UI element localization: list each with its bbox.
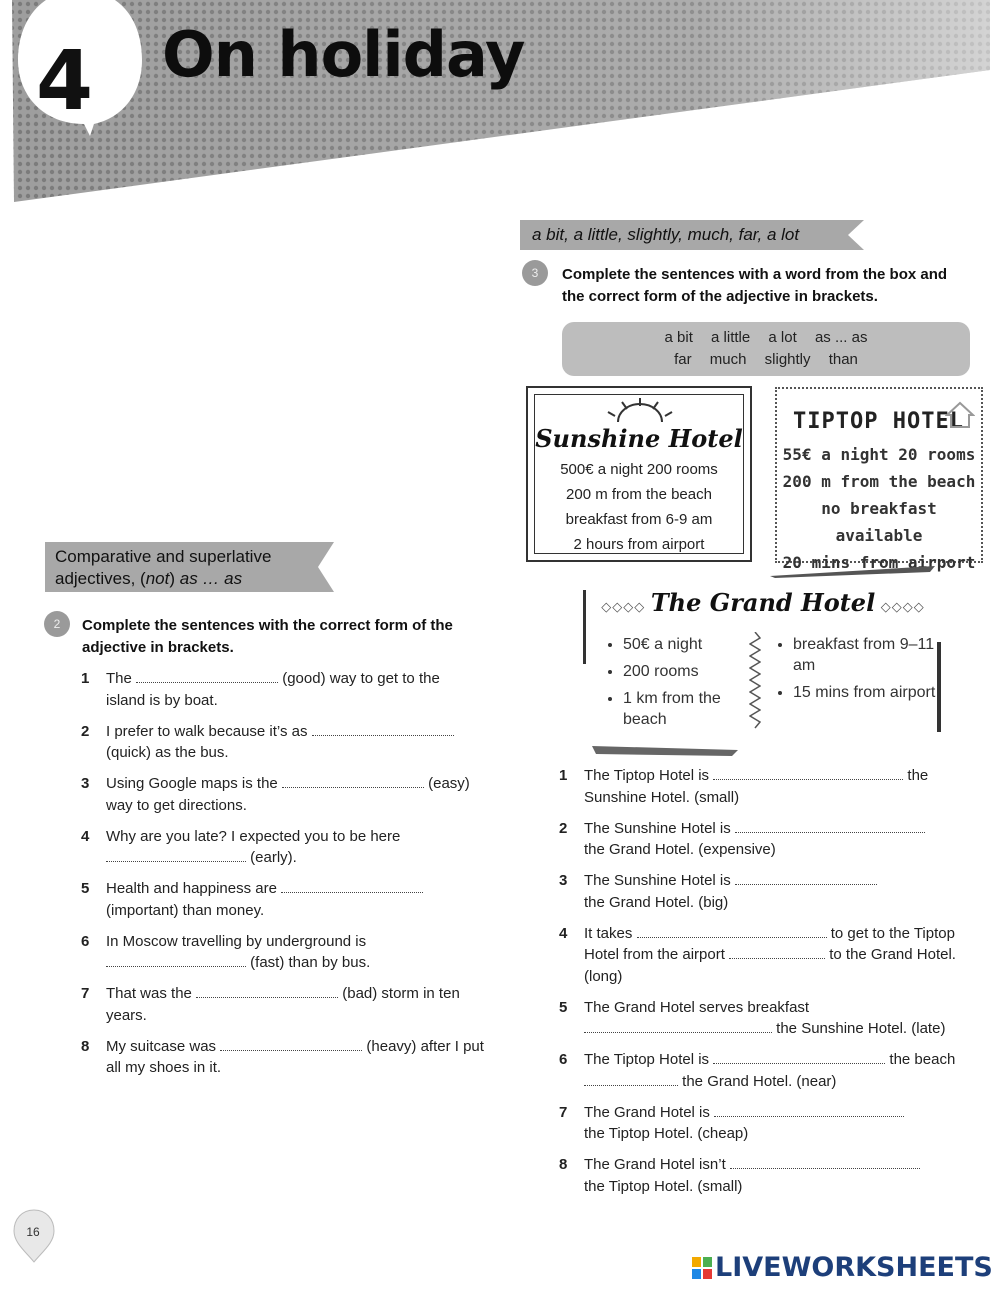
answer-blank[interactable] [735, 872, 877, 885]
answer-blank[interactable] [282, 775, 424, 788]
list-item [559, 997, 984, 1040]
sun-icon [600, 396, 680, 424]
question-text: Hotel from the airport [584, 946, 725, 963]
list-item [81, 983, 501, 1026]
list-item [559, 765, 984, 808]
hotel-detail: • 50€ a night [623, 634, 751, 655]
hotel-detail: • breakfast from 9–11 am [793, 634, 941, 676]
page-number: 16 [26, 1225, 40, 1239]
brush-stroke [770, 566, 935, 578]
question-text: the Tiptop Hotel. (small) [584, 1177, 743, 1195]
liveworksheets-logo [692, 1252, 993, 1283]
question-text: the Grand Hotel. (near) [682, 1072, 837, 1090]
list-item [81, 773, 501, 816]
zigzag-divider [749, 632, 761, 732]
answer-blank[interactable] [312, 723, 454, 736]
question-text: The Tiptop Hotel is [584, 767, 710, 784]
answer-blank[interactable] [220, 1038, 362, 1051]
section-tag-ex2-line [55, 568, 297, 590]
question-text: (heavy) after I put [366, 1037, 484, 1055]
question-number: 1 [81, 670, 90, 687]
question-number: 8 [559, 1156, 568, 1173]
question-text: to the Grand Hotel. [829, 946, 956, 963]
grand-hotel-card [583, 588, 943, 748]
question-text: (early). [250, 849, 297, 866]
question-text: My suitcase was [106, 1037, 217, 1055]
instruction-line: Complete the sentences with a word from the box and [562, 266, 948, 283]
exercise3-instruction [562, 264, 982, 308]
question-text: the Grand Hotel. (expensive) [584, 841, 776, 858]
word-option: far [674, 351, 692, 368]
brush-stroke [582, 590, 588, 664]
ornament-icon: ◇◇◇◇ [875, 600, 925, 615]
hotel-detail: • 1 km from the beach [623, 688, 751, 730]
tag-text: as … as [179, 569, 243, 588]
brush-stroke [936, 642, 942, 732]
section-tag-ex3 [520, 220, 840, 250]
tiptop-hotel-name: TIPTOP HOTEL [793, 409, 964, 434]
question-text: Why are you late? I expected you to be here [106, 827, 401, 845]
exercise2-instruction [82, 615, 502, 659]
list-item [559, 870, 984, 913]
question-text: Health and happiness are [106, 880, 277, 897]
list-item [81, 721, 501, 764]
exercise-number-badge: 3 [522, 260, 548, 286]
question-text: (important) than money. [106, 901, 265, 919]
question-text: In Moscow travelling by underground is [106, 932, 367, 950]
question-text: to get to the Tiptop [830, 924, 955, 942]
answer-blank[interactable] [196, 985, 338, 998]
question-text: The Grand Hotel is [584, 1103, 710, 1121]
question-number: 2 [81, 722, 90, 740]
grand-hotel-title: The Grand Hotel [650, 588, 876, 617]
hotel-detail: 200 m from the beach [782, 472, 976, 491]
word-option: than [828, 351, 858, 368]
word-option: a bit [664, 329, 693, 346]
list-item [81, 826, 501, 869]
question-text: (easy) [428, 775, 470, 792]
tiptop-hotel-details [777, 441, 981, 576]
word-box [562, 322, 970, 376]
list-item [559, 923, 984, 988]
question-number: 7 [559, 1103, 568, 1121]
question-text: way to get directions. [106, 796, 247, 814]
answer-blank[interactable] [584, 1073, 678, 1086]
question-text: (quick) as the bus. [106, 744, 229, 761]
question-number: 7 [81, 985, 90, 1002]
question-text: (fast) than by bus. [250, 954, 371, 971]
sunshine-hotel-name: Sunshine Hotel [535, 424, 743, 453]
question-text: The Grand Hotel isn’t [584, 1156, 726, 1173]
question-text: Using Google maps is the [106, 775, 278, 792]
ornament-icon: ◇◇◇◇ [601, 600, 651, 615]
list-item [81, 931, 501, 974]
grand-hotel-name [583, 588, 943, 617]
answer-blank[interactable] [136, 670, 278, 683]
list-item [81, 668, 501, 711]
question-text: It takes [584, 924, 633, 942]
question-number: 2 [559, 819, 568, 837]
question-text: I prefer to walk because it’s as [106, 722, 308, 740]
instruction-line: Complete the sentences with the correct form of the [82, 617, 453, 634]
answer-blank[interactable] [730, 1156, 920, 1169]
logo-text: LIVEWORKSHEETS [715, 1252, 993, 1283]
unit-number: 4 [36, 34, 92, 129]
question-text: The Tiptop Hotel is [584, 1051, 710, 1068]
list-item [81, 878, 501, 921]
question-text: (long) [584, 967, 623, 985]
list-item [559, 818, 984, 861]
list-item [81, 1036, 501, 1079]
tag-text: adjectives, ( [55, 569, 146, 588]
instruction-line: adjective in brackets. [82, 639, 234, 656]
question-number: 6 [559, 1051, 568, 1068]
answer-blank[interactable] [735, 820, 925, 833]
hotel-detail: no breakfast available [821, 499, 937, 545]
question-text: (bad) storm in ten [342, 985, 460, 1002]
grand-hotel-left-col [601, 634, 751, 736]
tag-text: ) [169, 569, 180, 588]
question-text: The Sunshine Hotel is [584, 819, 731, 837]
question-number: 3 [81, 775, 90, 792]
question-text: the beach [889, 1051, 956, 1068]
section-tag-ex2 [45, 542, 307, 592]
word-option: as ... as [814, 329, 868, 346]
question-number: 6 [81, 932, 90, 950]
answer-blank[interactable] [714, 1104, 904, 1117]
sunshine-hotel-card [526, 386, 752, 562]
tag-arrow-icon [838, 220, 864, 250]
question-number: 4 [81, 827, 90, 845]
hotel-detail: • 200 rooms [623, 661, 751, 682]
section-tag-ex3-text: a bit, a little, slightly, much, far, a lot [532, 225, 800, 244]
house-icon [945, 401, 975, 429]
word-option: much [709, 351, 747, 368]
question-number: 5 [81, 880, 90, 897]
list-item [559, 1102, 984, 1145]
word-option: slightly [764, 351, 811, 368]
exercise3-questions [559, 765, 984, 1207]
sunshine-hotel-details [528, 457, 750, 557]
exercise2-questions [81, 668, 501, 1088]
answer-blank[interactable] [713, 1051, 885, 1064]
hotel-detail: 2 hours from airport [573, 536, 705, 553]
grand-hotel-right-col [771, 634, 941, 709]
question-text: the Tiptop Hotel. (cheap) [584, 1125, 749, 1142]
question-text: island is by boat. [106, 691, 218, 709]
question-text: That was the [106, 985, 192, 1002]
list-item [559, 1154, 984, 1197]
word-box-row [562, 349, 970, 371]
question-text: the Grand Hotel. (big) [584, 893, 729, 911]
unit-title: On holiday [162, 18, 525, 91]
logo-icon [692, 1257, 712, 1279]
section-tag-ex2-line: Comparative and superlative [55, 547, 272, 566]
word-option: a lot [768, 329, 797, 346]
word-option: a little [711, 329, 751, 346]
question-number: 4 [559, 924, 568, 942]
hotel-detail: 200 m from the beach [566, 486, 712, 503]
question-number: 5 [559, 998, 568, 1016]
question-number: 3 [559, 872, 568, 889]
question-text: The [106, 670, 132, 687]
question-text: all my shoes in it. [106, 1059, 222, 1076]
word-box-row [562, 327, 970, 349]
question-number: 8 [81, 1037, 90, 1055]
question-text: years. [106, 1006, 147, 1024]
answer-blank[interactable] [106, 849, 246, 862]
list-item [559, 1049, 984, 1092]
answer-blank[interactable] [281, 880, 423, 893]
answer-blank[interactable] [713, 767, 903, 780]
question-text: the Sunshine Hotel. (late) [776, 1020, 946, 1037]
hotel-detail: 20 mins from airport [782, 553, 976, 572]
tag-text: not [145, 569, 170, 588]
question-text: Sunshine Hotel. (small) [584, 788, 740, 806]
answer-blank[interactable] [729, 946, 825, 959]
question-text: The Grand Hotel serves breakfast [584, 998, 810, 1016]
brush-stroke [592, 744, 738, 756]
answer-blank[interactable] [637, 925, 827, 938]
exercise-number-badge: 2 [44, 611, 70, 637]
answer-blank[interactable] [584, 1020, 772, 1033]
question-text: (good) way to get to the [282, 670, 440, 687]
tag-arrow-icon [306, 542, 334, 592]
hotel-detail: 500€ a night 200 rooms [560, 461, 718, 478]
hotel-detail: breakfast from 6-9 am [565, 511, 713, 528]
question-number: 1 [559, 767, 568, 784]
hotel-detail: 55€ a night 20 rooms [782, 445, 976, 464]
instruction-line: the correct form of the adjective in brackets. [562, 288, 878, 305]
question-text: The Sunshine Hotel is [584, 872, 731, 889]
hotel-detail: • 15 mins from airport [793, 682, 941, 703]
tiptop-hotel-card [775, 387, 983, 572]
question-text: the [907, 767, 929, 784]
answer-blank[interactable] [106, 954, 246, 967]
